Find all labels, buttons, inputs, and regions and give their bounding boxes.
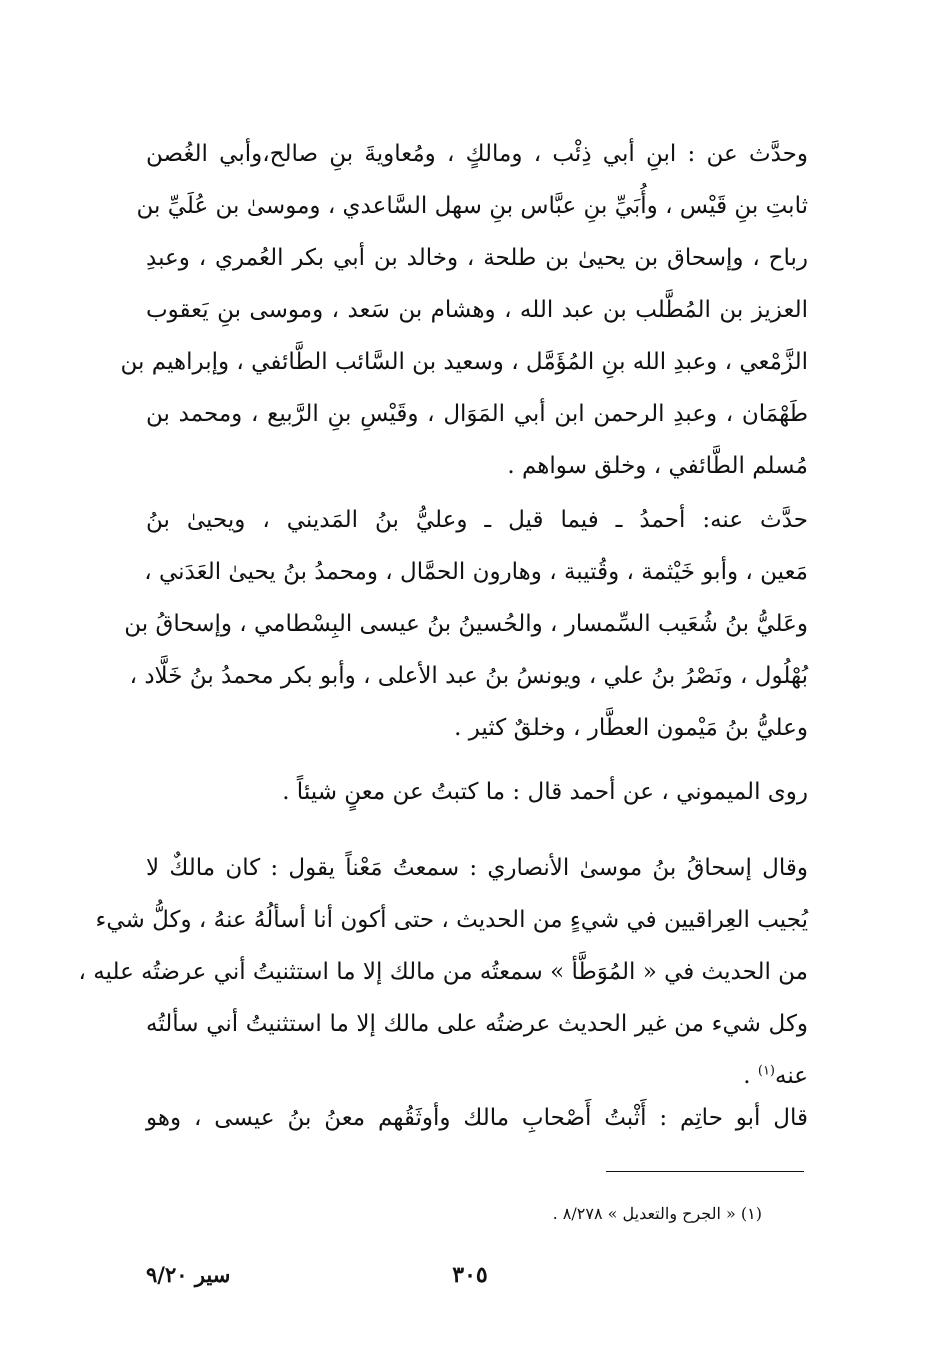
text-line: وكل شيء من غير الحديث عرضتُه على مالك إلا ما استثنيتُ أني سألتُه [146, 1011, 808, 1037]
text-line: ثابتِ بنِ قَيْس ، وأُبَيِّ بنِ عبَّاس بنِ سهل السَّاعدي ، وموسىٰ بن عُلَيِّ بن [136, 193, 808, 219]
footnote: (١) « الجرح والتعديل » ٨/٢٧٨ . [552, 1204, 762, 1223]
text-line: مَعين ، وأبو خَيْثمة ، وقُتيبة ، وهارون الحمَّال ، ومحمدُ بنُ يحيىٰ العَدَني ، [144, 559, 808, 585]
text-line: قال أبو حاتِم : أَثْبتُ أَصْحابِ مالك وأوثَقُهم معنُ بنُ عيسى ، وهو [146, 1105, 808, 1131]
text-line: بُهْلُول ، ونَصْرُ بنُ علي ، ويونسُ بنُ عبد الأعلى ، وأبو بكر محمدُ بنُ خَلَّاد ، [129, 663, 808, 689]
paragraph-ishaq [78, 842, 808, 1102]
text-line: وعَليُّ بنُ شُعَيب السِّمسار ، والحُسينُ بنُ عيسى البِسْطامي ، وإسحاقُ بن [124, 611, 808, 637]
paragraph-abu-hatim [146, 1092, 808, 1144]
page-number: ٣٠٥ [452, 1262, 488, 1288]
text-line: وقال إسحاقُ بنُ موسىٰ الأنصاري : سمعتُ مَعْناً يقول : كان مالكٌ لا [146, 855, 808, 881]
text-line: طَهْمَان ، وعبدِ الرحمن ابن أبي المَوَال ، وقَيْسِ بنِ الرَّبيع ، ومحمد بن [146, 401, 808, 427]
signature-mark: سير ٩/٢٠ [146, 1262, 231, 1287]
text-line: وحدَّث عن : ابنِ أبي ذِئْب ، ومالكٍ ، ومُعاويةَ بنِ صالح،وأبي الغُصن [146, 141, 808, 167]
text-line: العزيز بن المُطَّلب بن عبد الله ، وهشام بن سَعد ، وموسى بنِ يَعقوب [146, 297, 808, 323]
text-line: من الحديث في « المُوَطَّأ » سمعتُه من مالك إلا ما استثنيتُ أني عرضتُه عليه ، [78, 959, 808, 985]
paragraph-students [124, 494, 808, 754]
paragraph-teachers [120, 128, 808, 492]
text-fragment: عنه [775, 1063, 808, 1089]
text-fragment: . [743, 1063, 758, 1089]
text-line: وعليُّ بنُ مَيْمون العطَّار ، وخلقٌ كثير . [454, 715, 808, 741]
text-line: روى الميموني ، عن أحمد قال : ما كتبتُ عن معنٍ شيئاً . [282, 779, 808, 805]
text-line: مُسلم الطَّائفي ، وخلق سواهم . [507, 453, 808, 479]
text-line: الزَّمْعي ، وعبدِ الله بنِ المُؤَمَّل ، وسعيد بن السَّائب الطَّائفي ، وإبراهيم بن [120, 349, 808, 375]
footnote-reference: (١) [757, 1063, 775, 1079]
text-line: يُجيب العِراقيين في شيءٍ من الحديث ، حتى أكون أنا أسألُهُ عنهُ ، وكلُّ شيء [95, 907, 808, 933]
text-line: حدَّث عنه: أحمدُ ـ فيما قيل ـ وعليُّ بنُ المَديني ، ويحيىٰ بنُ [146, 507, 808, 533]
text-line: رباح ، وإسحاق بن يحيىٰ بن طلحة ، وخالد بن أبي بكر العُمري ، وعبدِ [146, 245, 808, 271]
footnote-divider [606, 1171, 804, 1172]
paragraph-maymuni [146, 766, 808, 818]
